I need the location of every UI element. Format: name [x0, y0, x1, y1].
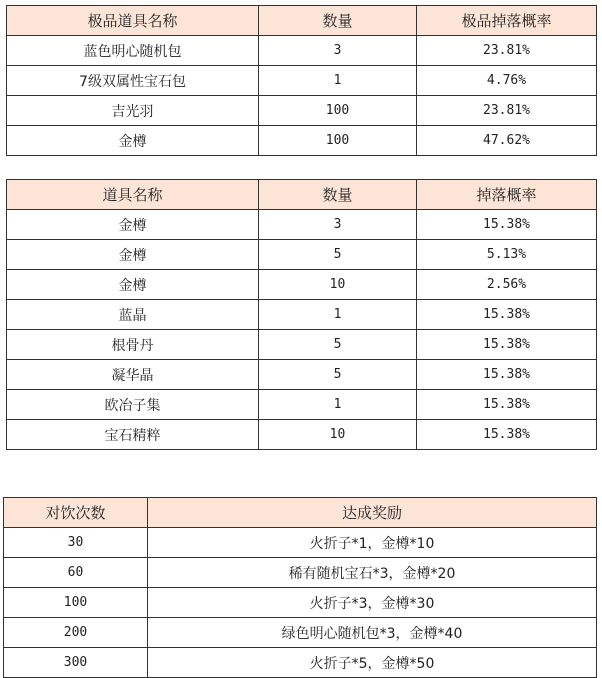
table-row	[7, 270, 597, 300]
item-name-cell: 金樽	[7, 270, 259, 300]
drop-rate-cell: 5.13%	[417, 240, 597, 270]
quantity-cell: 3	[259, 36, 417, 66]
item-name-cell: 7级双属性宝石包	[7, 66, 259, 96]
item-name-cell: 金樽	[7, 210, 259, 240]
header-reward: 达成奖励	[148, 498, 597, 528]
item-name-cell: 金樽	[7, 126, 259, 156]
drop-rate-cell: 15.38%	[417, 330, 597, 360]
quantity-cell: 100	[259, 126, 417, 156]
toast-reward-table	[3, 497, 597, 678]
toast-count-cell: 300	[4, 648, 148, 678]
table-row	[4, 618, 597, 648]
drop-rate-cell: 15.38%	[417, 210, 597, 240]
drop-rate-cell: 15.38%	[417, 420, 597, 450]
table-header-row	[7, 180, 597, 210]
table-row	[7, 390, 597, 420]
table-row	[7, 210, 597, 240]
item-name-cell: 金樽	[7, 240, 259, 270]
item-name-cell: 根骨丹	[7, 330, 259, 360]
drop-rate-cell: 47.62%	[417, 126, 597, 156]
table-header-row	[4, 498, 597, 528]
quantity-cell: 5	[259, 360, 417, 390]
drop-rate-cell: 23.81%	[417, 96, 597, 126]
item-name-cell: 欧冶子集	[7, 390, 259, 420]
toast-count-cell: 100	[4, 588, 148, 618]
toast-count-cell: 200	[4, 618, 148, 648]
table-row	[7, 300, 597, 330]
table-row	[4, 528, 597, 558]
drop-rate-cell: 2.56%	[417, 270, 597, 300]
header-premium-drop-rate: 极品掉落概率	[417, 6, 597, 36]
table-header-row	[7, 6, 597, 36]
table-row	[7, 330, 597, 360]
reward-cell: 绿色明心随机包*3，金樽*40	[148, 618, 597, 648]
drop-rate-cell: 15.38%	[417, 390, 597, 420]
drop-rate-cell: 23.81%	[417, 36, 597, 66]
toast-count-cell: 30	[4, 528, 148, 558]
item-drop-table	[6, 179, 597, 450]
table-row	[4, 588, 597, 618]
table-row	[7, 420, 597, 450]
header-quantity: 数量	[259, 6, 417, 36]
reward-cell: 火折子*3，金樽*30	[148, 588, 597, 618]
header-item-name: 道具名称	[7, 180, 259, 210]
reward-cell: 火折子*5，金樽*50	[148, 648, 597, 678]
quantity-cell: 5	[259, 330, 417, 360]
quantity-cell: 1	[259, 66, 417, 96]
drop-rate-cell: 15.38%	[417, 360, 597, 390]
drop-rate-cell: 15.38%	[417, 300, 597, 330]
table-row	[7, 96, 597, 126]
table-row	[7, 36, 597, 66]
item-name-cell: 蓝晶	[7, 300, 259, 330]
quantity-cell: 3	[259, 210, 417, 240]
item-name-cell: 宝石精粹	[7, 420, 259, 450]
quantity-cell: 10	[259, 270, 417, 300]
table-row	[4, 648, 597, 678]
table-row	[7, 66, 597, 96]
header-quantity: 数量	[259, 180, 417, 210]
quantity-cell: 1	[259, 390, 417, 420]
quantity-cell: 10	[259, 420, 417, 450]
header-toast-count: 对饮次数	[4, 498, 148, 528]
table-row	[7, 240, 597, 270]
premium-drop-table	[6, 5, 597, 156]
quantity-cell: 100	[259, 96, 417, 126]
table-row	[4, 558, 597, 588]
reward-cell: 稀有随机宝石*3，金樽*20	[148, 558, 597, 588]
table-row	[7, 126, 597, 156]
table-row	[7, 360, 597, 390]
quantity-cell: 1	[259, 300, 417, 330]
quantity-cell: 5	[259, 240, 417, 270]
item-name-cell: 吉光羽	[7, 96, 259, 126]
header-premium-item-name: 极品道具名称	[7, 6, 259, 36]
toast-count-cell: 60	[4, 558, 148, 588]
drop-rate-cell: 4.76%	[417, 66, 597, 96]
reward-cell: 火折子*1，金樽*10	[148, 528, 597, 558]
header-drop-rate: 掉落概率	[417, 180, 597, 210]
item-name-cell: 凝华晶	[7, 360, 259, 390]
item-name-cell: 蓝色明心随机包	[7, 36, 259, 66]
